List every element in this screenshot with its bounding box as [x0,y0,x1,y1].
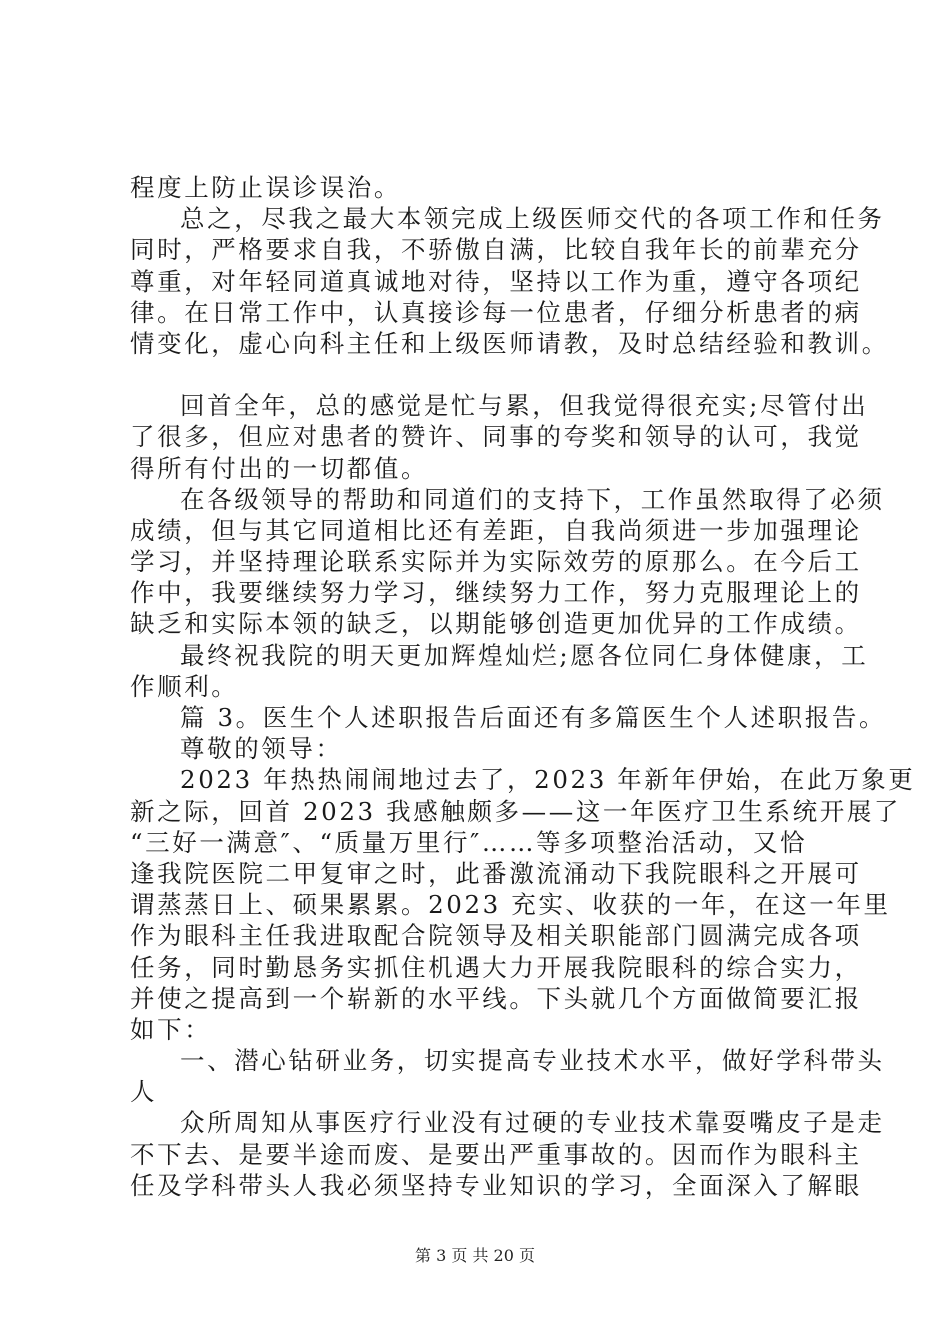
text-line: 程度上防止误诊误治。 [130,173,401,202]
paragraph-gap [130,359,840,390]
text-line: 如下： [130,1014,212,1044]
text-line: 谓蒸蒸日上、硕果累累。2023 充实、收获的一年，在这一年里 [130,890,891,920]
text-line: 2023 年热热闹闹地过去了，2023 年新年伊始，在此万象更 [180,765,916,795]
text-line: 成绩，但与其它同道相比还有差距，自我尚须进一步加强理论 [130,515,862,545]
text-line: 同时，严格要求自我，不骄傲自满，比较自我年长的前辈充分 [130,235,862,265]
text-line: 尊敬的领导： [180,734,343,764]
text-line: “三好一满意″、“质量万里行″……等多项整治活动，又恰 [130,827,808,857]
text-line: 得所有付出的一切都值。 [130,453,429,483]
text-line: 最终祝我院的明天更加辉煌灿烂;愿各位同仁身体健康，工 [180,640,869,670]
text-line: 新之际，回首 2023 我感触颇多——这一年医疗卫生系统开展了 [130,796,902,826]
text-line: 回首全年，总的感觉是忙与累，但我觉得很充实;尽管付出 [180,391,869,421]
text-line: 作中，我要继续努力学习，继续努力工作，努力克服理论上的 [130,578,862,608]
text-line: 总之，尽我之最大本领完成上级医师交代的各项工作和任务 [180,204,885,234]
document-body [130,172,916,1201]
text-line: 尊重，对年轻同道真诚地对待，坚持以工作为重，遵守各项纪 [130,266,862,296]
text-line: 篇 3。医生个人述职报告后面还有多篇医生个人述职报告。 [180,703,887,732]
text-line: 在各级领导的帮助和同道们的支持下，工作虽然取得了必须 [180,484,885,514]
page-number-footer: 第 3 页 共 20 页 [415,1246,535,1265]
text-line: 律。在日常工作中，认真接诊每一位患者，仔细分析患者的病 [130,297,862,327]
text-line: 不下去、是要半途而废、是要出严重事故的。因而作为眼科主 [130,1139,862,1169]
text-line: 缺乏和实际本领的缺乏，以期能够创造更加优异的工作成绩。 [130,609,862,639]
text-line: 了很多，但应对患者的赞许、同事的夸奖和领导的认可，我觉 [130,422,862,452]
text-line: 作顺利。 [130,671,239,701]
text-line: 人 [130,1077,158,1107]
text-line: 学习，并坚持理论联系实际并为实际效劳的原那么。在今后工 [130,547,862,577]
text-line: 情变化，虚心向科主任和上级医师请教，及时总结经验和教训。 [130,328,889,358]
text-line: 任及学科带头人我必须坚持专业知识的学习，全面深入了解眼 [130,1170,862,1200]
text-line: 作为眼科主任我进取配合院领导及相关职能部门圆满完成各项 [130,921,862,951]
text-line: 逢我院医院二甲复审之时，此番激流涌动下我院眼科之开展可 [130,858,862,888]
text-line: 众所周知从事医疗行业没有过硬的专业技术靠耍嘴皮子是走 [180,1108,885,1138]
text-line: 并使之提高到一个崭新的水平线。下头就几个方面做简要汇报 [130,983,862,1013]
text-line: 一、潜心钻研业务，切实提高专业技术水平，做好学科带头 [180,1046,885,1076]
text-line: 任务，同时勤恳务实抓住机遇大力开展我院眼科的综合实力， [130,952,862,982]
